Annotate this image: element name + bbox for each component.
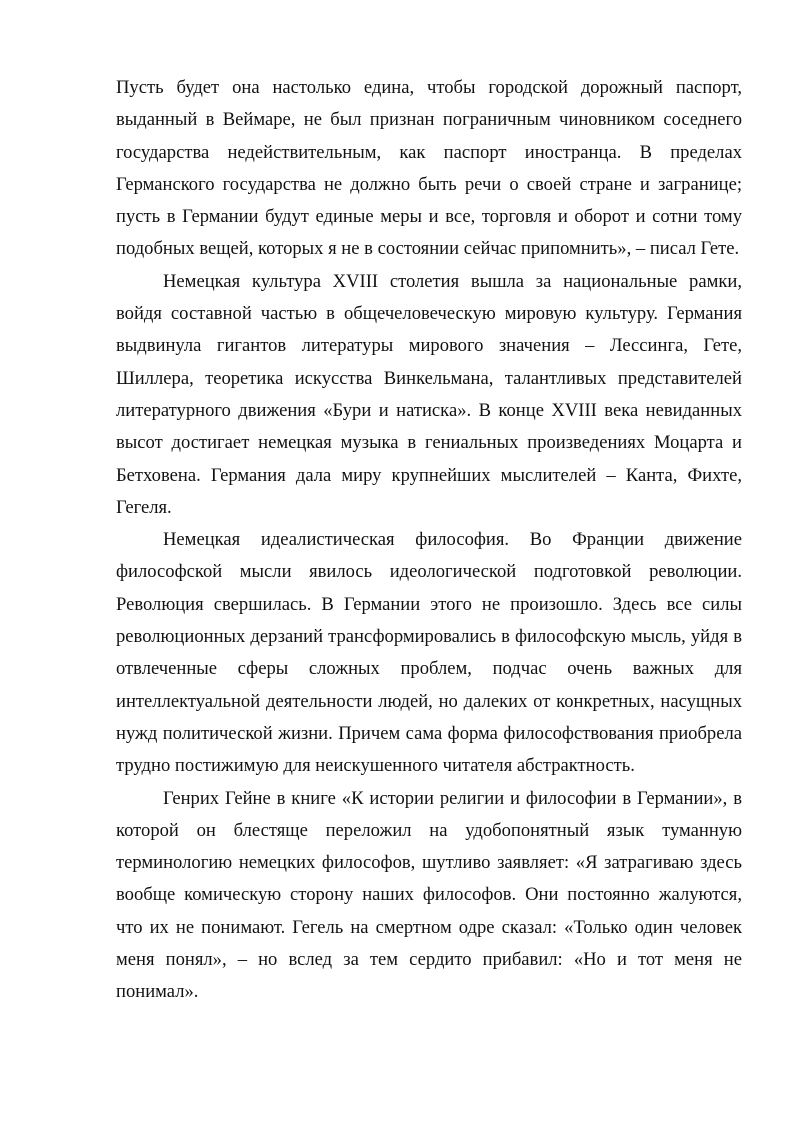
paragraph: Немецкая культура XVIII столетия вышла за национальные рамки, войдя составной частью в общечеловеческую мировую культуру. Германия выдвинула гигантов литературы мирового значения – Лессинга, Гете, Шиллера, теоретика искусства Винкельмана, талантливых представителей литературного движения «Бури и натиска». В конце XVIII века невиданных высот достигает немецкая музыка в гениальных произведениях Моцарта и Бетховена. Германия дала миру крупнейших мыслителей – Канта, Фихте, Гегеля. — [116, 270, 742, 518]
document-body — [116, 72, 742, 1009]
paragraph: Генрих Гейне в книге «К истории религии и философии в Германии», в которой он блестяще переложил на удобопонятный язык туманную терминологию немецких философов, шутливо заявляет: «Я затрагиваю здесь вообще комическую сторону наших философов. Они постоянно жалуются, что их не понимают. Гегель на смертном одре сказал: «Только один человек меня понял», – но вслед за тем сердито прибавил: «Но и тот меня не понимал». — [116, 787, 742, 1003]
paragraph: Немецкая идеалистическая философия. Во Франции движение философской мысли явилось идеологической подготовкой революции. Революция свершилась. В Германии этого не произошло. Здесь все силы революционных дерзаний трансформировались в философскую мысль, уйдя в отвлеченные сферы сложных проблем, подчас очень важных для интеллектуальной деятельности людей, но далеких от конкретных, насущных нужд политической жизни. Причем сама форма философствования приобрела трудно постижимую для неискушенного читателя абстрактность. — [116, 529, 742, 777]
paragraph-continued: Пусть будет она настолько едина, чтобы городской дорожный паспорт, выданный в Веймаре, не был признан пограничным чиновником соседнего государства недействительным, как паспорт иностранца. В пределах Германского государства не должно быть речи о своей стране и загранице; пусть в Германии будут единые меры и все, торговля и оборот и сотни тому подобных вещей, которых я не в состоянии сейчас припомнить», – писал Гете. — [116, 77, 742, 260]
